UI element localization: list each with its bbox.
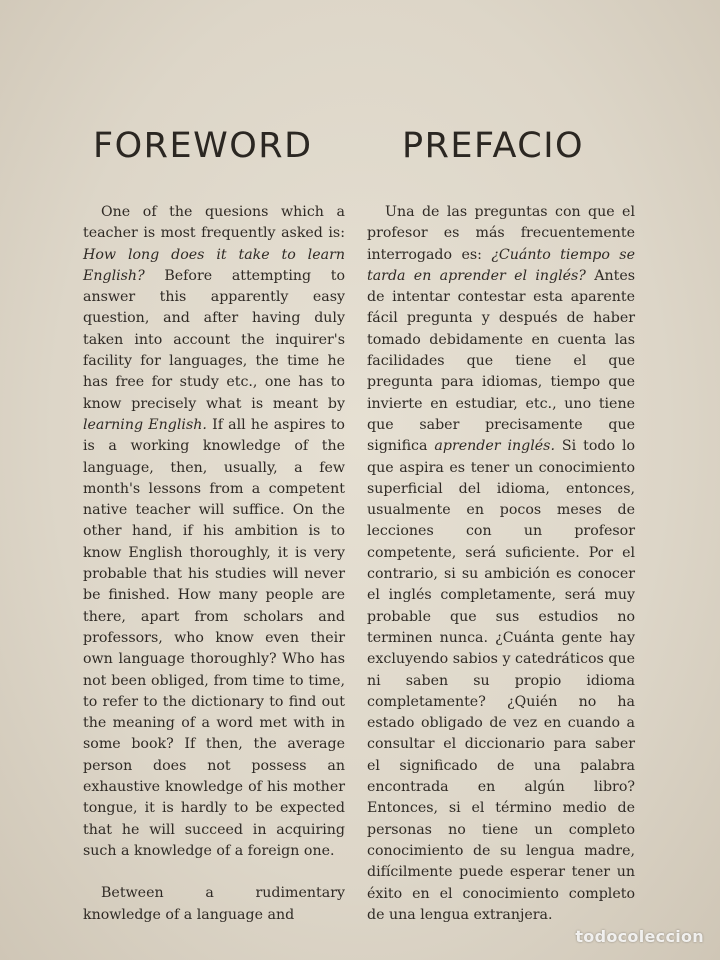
foreword-heading: FOREWORD [93, 126, 313, 166]
english-text: One of the quesions which a teacher is most frequently asked is: [83, 204, 345, 242]
spanish-aprender-italic: aprender inglés. [434, 438, 555, 455]
english-paragraph-2: Between a rudimentary knowledge of a language and [83, 885, 345, 923]
english-paragraph-1 [83, 202, 345, 862]
spanish-text: Antes de intentar contestar esta aparente fácil pregunta y después de haber tomado debidamente en cuenta las facilidades que tiene el que pregunta para idiomas, tiempo que invierte en estudiar, etc., uno tiene que saber precisamente que significa [367, 267, 635, 455]
spanish-paragraph-1 [367, 202, 635, 926]
spanish-question-italic: ¿Cuánto tiempo se tarda en aprender el inglés? [367, 246, 635, 284]
prefacio-heading: PREFACIO [402, 126, 585, 166]
spanish-column [367, 202, 635, 926]
english-text: Before attempting to answer this apparently easy question, and after having duly taken into account the inquirer's facility for languages, the time he has free for study etc., one has to know precisely what is meant by [83, 267, 345, 412]
watermark-logo: todocoleccion [575, 927, 704, 946]
spanish-text: Una de las preguntas con que el profesor es más frecuentemente interrogado es: [367, 204, 635, 263]
english-question-italic: How long does it take to learn English? [83, 246, 345, 284]
english-text: If all he aspires to is a working knowledge of the language, then, usually, a few month's lessons from a competent native teacher will suffice. On the other hand, if his ambition is to know English thoroughly, it is very probable that his studies will never be finished. How many people are there, apart from scholars and professors, who know even their own language thoroughly? Who has not been obliged, from time to time, to refer to the dictionary to find out the meaning of a word met with in some book? If then, the average person does not possess an exhaustive knowledge of his mother tongue, it is hardly to be expected that he will succeed in acquiring such a knowledge of a foreign one. [83, 416, 345, 859]
english-learning-italic: learning English. [83, 416, 207, 433]
spanish-text: Si todo lo que aspira es tener un conocimiento superficial del idioma, entonces, usualmente en pocos meses de lecciones con un profesor competente, será suficiente. Por el contrario, si su ambición es conocer el inglés completamente, será muy probable que sus estudios no terminen nunca. ¿Cuánta gente hay excluyendo sabios y catedráticos que ni saben su propio idioma completamente? ¿Quién no ha estado obligado de vez en cuando a consultar el diccionario para saber el significado de una palabra encontrada en algún libro? Entonces, si el término medio de personas no tiene un completo conocimiento de su lengua madre, difícilmente puede esperar tener un éxito en el conocimiento completo de una lengua extranjera. [367, 438, 636, 923]
english-column [83, 202, 345, 926]
